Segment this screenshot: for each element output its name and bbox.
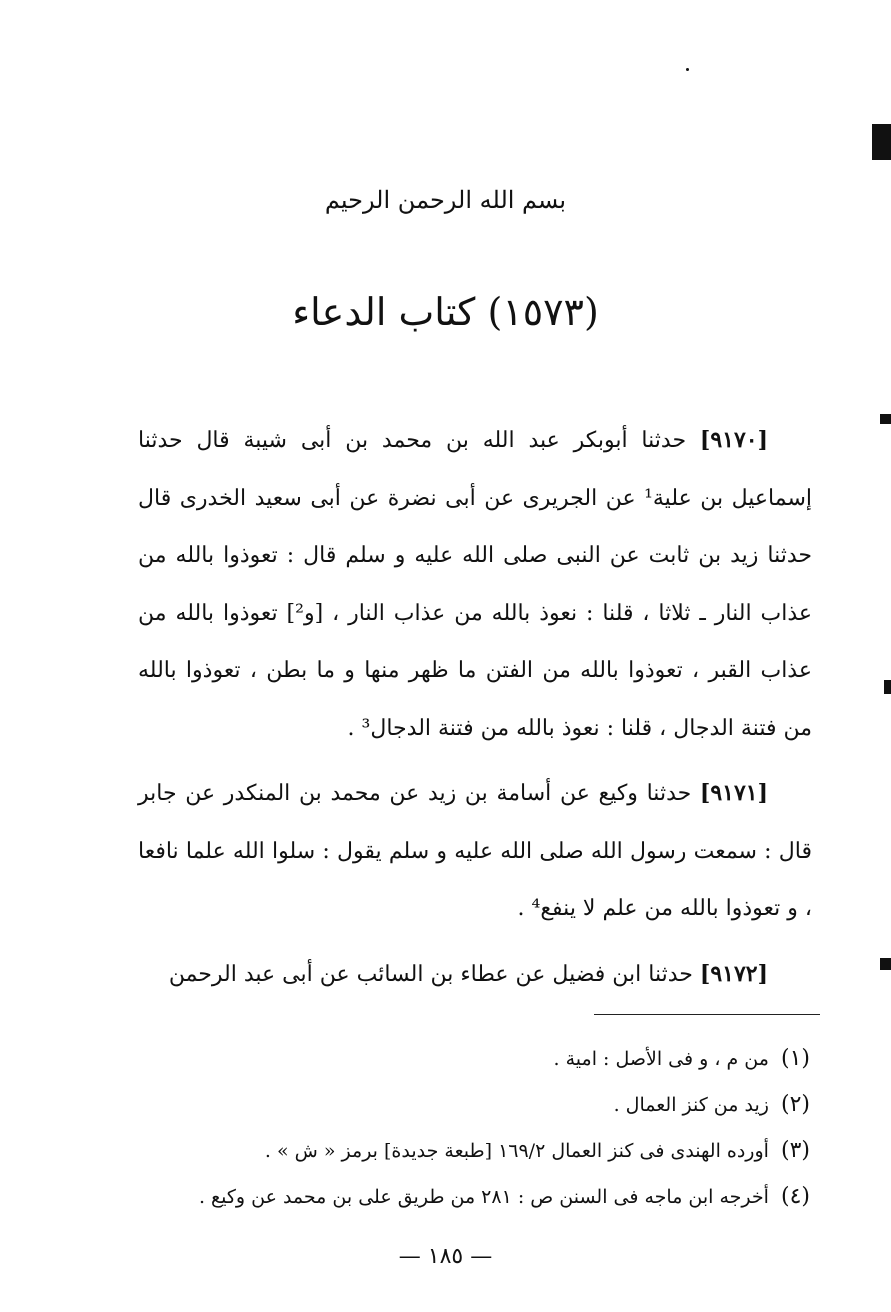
hadith-number: [٩١٧٠] [699, 427, 768, 453]
hadith-number: [٩١٧٢] [699, 960, 768, 987]
hadith-paragraph [138, 412, 812, 757]
footnote-number: (٣) [780, 1138, 810, 1163]
hadith-paragraph [138, 765, 812, 938]
chapter-title: كتاب الدعاء [292, 290, 476, 334]
footnote-number: (٤) [780, 1184, 810, 1209]
footnote-text: من م ، و فى الأصل : امية . [553, 1048, 769, 1070]
hadith-number: [٩١٧١] [699, 780, 768, 806]
scan-mark [686, 68, 689, 71]
footnote-text: أورده الهندى فى كنز العمال ١٦٩/٢ [طبعة جديدة] برمز « ش » . [264, 1140, 769, 1162]
footnote-number: (٢) [780, 1092, 810, 1117]
hadith-text: حدثنا ابن فضيل عن عطاء بن السائب عن أبى عبد الرحمن [168, 961, 693, 987]
footnote [138, 1128, 812, 1174]
scan-mark [884, 680, 891, 694]
scan-mark [872, 124, 891, 160]
footnote [138, 1082, 812, 1128]
hadith-text: حدثنا وكيع عن أسامة بن زيد عن محمد بن المنكدر عن جابر قال : سمعت رسول الله صلى الله عليه و سلم يقول : سلوا الله علما نافعا ، و تعوذوا بالله من علم لا ينفع⁴ . [138, 781, 812, 921]
footnote-text: أخرجه ابن ماجه فى السنن ص : ٢٨١ من طريق على بن محمد عن وكيع . [198, 1186, 769, 1208]
footnote [138, 1036, 812, 1082]
hadith-paragraph [138, 946, 812, 1004]
scan-mark [880, 414, 891, 424]
footnote-text: زيد من كنز العمال . [613, 1094, 769, 1116]
hadith-text: حدثنا أبوبكر عبد الله بن محمد بن أبى شيبة قال حدثنا إسماعيل بن علية¹ عن الجريرى عن أبى نضرة عن أبى سعيد الخدرى قال حدثنا زيد بن ثابت عن النبى صلى الله عليه و سلم قال : تعوذوا بالله من عذاب النار ـ ثلاثا ، قلنا : نعوذ بالله من عذاب النار ، [و²] تعوذوا بالله من عذاب القبر ، تعوذوا بالله من الفتن ما ظهر منها و ما بطن ، تعوذوا بالله من فتنة الدجال ، قلنا : نعوذ بالله من فتنة الدجال³ . [138, 428, 812, 741]
basmala: بسم الله الرحمن الرحيم [324, 186, 567, 214]
footnote [138, 1174, 812, 1220]
footnote-number: (١) [780, 1046, 810, 1071]
chapter-number: (١٥٧٣) [487, 290, 599, 334]
page-number: — ١٨٥ — [398, 1244, 493, 1269]
footnotes [138, 1036, 812, 1220]
chapter-heading [0, 290, 891, 334]
scan-mark [880, 958, 891, 970]
footnote-divider [594, 1014, 820, 1015]
main-text [138, 412, 812, 1011]
